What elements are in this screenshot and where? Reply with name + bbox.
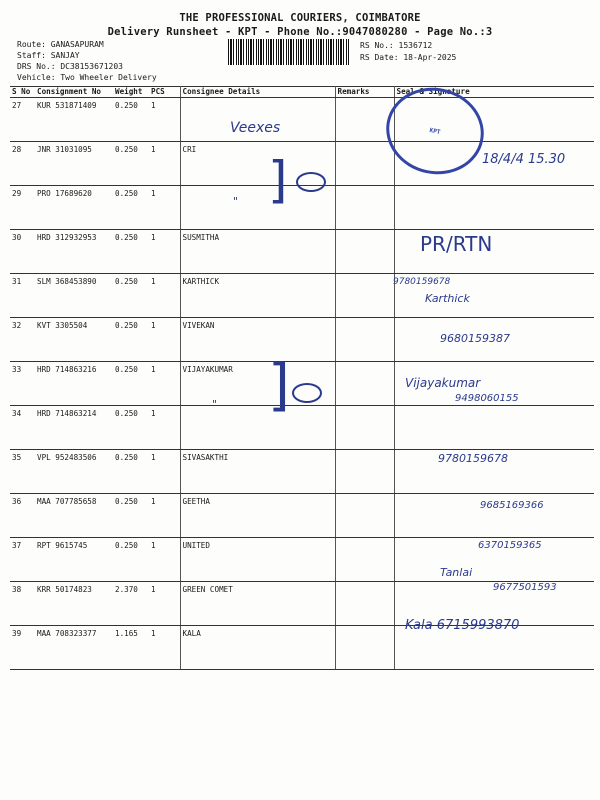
weight-cell: 0.250 (113, 230, 149, 274)
remarks-cell (335, 318, 394, 362)
route-label: Route: GANASAPURAM (17, 40, 104, 49)
sno-cell: 37 (10, 538, 35, 582)
remarks-cell (335, 626, 394, 670)
table-row (10, 186, 594, 230)
consignment-cell: JNR 31031095 (35, 142, 113, 186)
consignee-cell: KALA (180, 626, 335, 670)
sno-cell: 29 (10, 186, 35, 230)
remarks-cell (335, 450, 394, 494)
pcs-cell: 1 (149, 230, 180, 274)
handwriting-r39: Kala 6715993870 (405, 618, 520, 633)
consignee-cell: GEETHA (180, 494, 335, 538)
circle-mark-1 (296, 172, 326, 192)
consignment-cell: MAA 708323377 (35, 626, 113, 670)
seal-cell (394, 406, 594, 450)
consignee-cell: SUSMITHA (180, 230, 335, 274)
handwriting-r33-name: Vijayakumar (405, 376, 481, 390)
weight-cell: 0.250 (113, 274, 149, 318)
handwriting-r27: Veexes (230, 120, 281, 136)
col-weight: Weight (113, 87, 149, 98)
handwriting-r33-phone: 9498060155 (455, 393, 519, 404)
weight-cell: 0.250 (113, 494, 149, 538)
table-row (10, 274, 594, 318)
sno-cell: 36 (10, 494, 35, 538)
consignment-cell: KRR 50174823 (35, 582, 113, 626)
consignment-cell: PRO 17689620 (35, 186, 113, 230)
consignee-cell: CRI (180, 142, 335, 186)
consignee-cell: SIVASAKTHI (180, 450, 335, 494)
sno-cell: 39 (10, 626, 35, 670)
weight-cell: 0.250 (113, 318, 149, 362)
pcs-cell: 1 (149, 626, 180, 670)
ditto-mark-1: " (233, 195, 239, 208)
remarks-cell (335, 186, 394, 230)
consignee-cell: KARTHICK (180, 274, 335, 318)
weight-cell: 0.250 (113, 450, 149, 494)
drs-number: DRS No.: DC3815367120З (17, 62, 123, 71)
consignment-cell: HRD 312932953 (35, 230, 113, 274)
remarks-cell (335, 98, 394, 142)
rs-number: RS No.: 1536712 (360, 41, 433, 50)
barcode (228, 39, 350, 65)
pcs-cell: 1 (149, 494, 180, 538)
consignment-cell: SLM 368453890 (35, 274, 113, 318)
weight-cell: 0.250 (113, 186, 149, 230)
consignment-cell: MAA 707785658 (35, 494, 113, 538)
sno-cell: 33 (10, 362, 35, 406)
col-pcs: PCS (149, 87, 180, 98)
sno-cell: 34 (10, 406, 35, 450)
sno-cell: 35 (10, 450, 35, 494)
pcs-cell: 1 (149, 318, 180, 362)
weight-cell: 0.250 (113, 142, 149, 186)
pcs-cell: 1 (149, 98, 180, 142)
staff-label: Staff: SANJAY (17, 51, 80, 60)
pcs-cell: 1 (149, 362, 180, 406)
remarks-cell (335, 274, 394, 318)
handwriting-r31-name: Karthick (425, 292, 470, 305)
pcs-cell: 1 (149, 186, 180, 230)
weight-cell: 0.250 (113, 98, 149, 142)
consignment-cell: HRD 714863214 (35, 406, 113, 450)
rs-date: RS Date: 18-Apr-2025 (360, 53, 457, 62)
consignee-cell: VIVEKAN (180, 318, 335, 362)
remarks-cell (335, 538, 394, 582)
handwriting-r38-phone: 9677501593 (493, 582, 557, 593)
handwriting-r37: 6370159365 (478, 540, 542, 551)
remarks-cell (335, 494, 394, 538)
sno-cell: 27 (10, 98, 35, 142)
courier-stamp: KPT (378, 79, 492, 183)
pcs-cell: 1 (149, 450, 180, 494)
consignment-cell: RPT 9615745 (35, 538, 113, 582)
pcs-cell: 1 (149, 142, 180, 186)
col-seal: Seal & Signature (394, 87, 594, 98)
company-title: THE PROFESSIONAL COURIERS, COIMBATORE (179, 12, 421, 24)
consignee-cell (180, 186, 335, 230)
remarks-cell (335, 230, 394, 274)
consignee-cell (180, 406, 335, 450)
weight-cell: 0.250 (113, 362, 149, 406)
pcs-cell: 1 (149, 538, 180, 582)
handwriting-r38-name: Tanlai (440, 566, 473, 579)
weight-cell: 0.250 (113, 406, 149, 450)
col-remarks: Remarks (335, 87, 394, 98)
col-consignment: Consignment No (35, 87, 113, 98)
handwriting-r35: 9780159678 (438, 452, 508, 465)
weight-cell: 2.370 (113, 582, 149, 626)
consignee-cell: UNITED (180, 538, 335, 582)
bracket-mark-1: ] (268, 151, 288, 209)
sno-cell: 38 (10, 582, 35, 626)
col-consignee: Consignee Details (180, 87, 335, 98)
vehicle-label: Vehicle: Two Wheeler Delivery (17, 73, 157, 82)
consignee-cell: GREEN COMET (180, 582, 335, 626)
remarks-cell (335, 142, 394, 186)
table-row (10, 406, 594, 450)
col-sno: S No (10, 87, 35, 98)
table-header-row (10, 87, 594, 98)
sno-cell: 30 (10, 230, 35, 274)
handwriting-r31-phone: 9780159678 (393, 277, 451, 287)
handwriting-r32: 9680159387 (440, 332, 510, 345)
weight-cell: 1.165 (113, 626, 149, 670)
handwriting-r36: 9685169366 (480, 500, 544, 511)
handwriting-r30: PR/RTN (420, 232, 493, 256)
table-row (10, 230, 594, 274)
seal-cell (394, 186, 594, 230)
sno-cell: 31 (10, 274, 35, 318)
pcs-cell: 1 (149, 274, 180, 318)
consignment-cell: HRD 714863216 (35, 362, 113, 406)
bracket-mark-2: ] (268, 353, 290, 418)
ditto-mark-2: " (212, 398, 218, 411)
consignment-cell: KUR 531871409 (35, 98, 113, 142)
consignee-cell: VIJAYAKUMAR (180, 362, 335, 406)
consignment-cell: KVT 3305504 (35, 318, 113, 362)
sno-cell: 32 (10, 318, 35, 362)
remarks-cell (335, 362, 394, 406)
table-row (10, 98, 594, 142)
handwriting-time: 18/4/4 15.30 (482, 152, 566, 167)
remarks-cell (335, 406, 394, 450)
circle-mark-2 (292, 383, 322, 403)
consignment-cell: VPL 952483506 (35, 450, 113, 494)
pcs-cell: 1 (149, 406, 180, 450)
weight-cell: 0.250 (113, 538, 149, 582)
pcs-cell: 1 (149, 582, 180, 626)
remarks-cell (335, 582, 394, 626)
sno-cell: 28 (10, 142, 35, 186)
runsheet-subtitle: Delivery Runsheet - KPT - Phone No.:9047080280 - Page No.:3 (107, 26, 493, 38)
